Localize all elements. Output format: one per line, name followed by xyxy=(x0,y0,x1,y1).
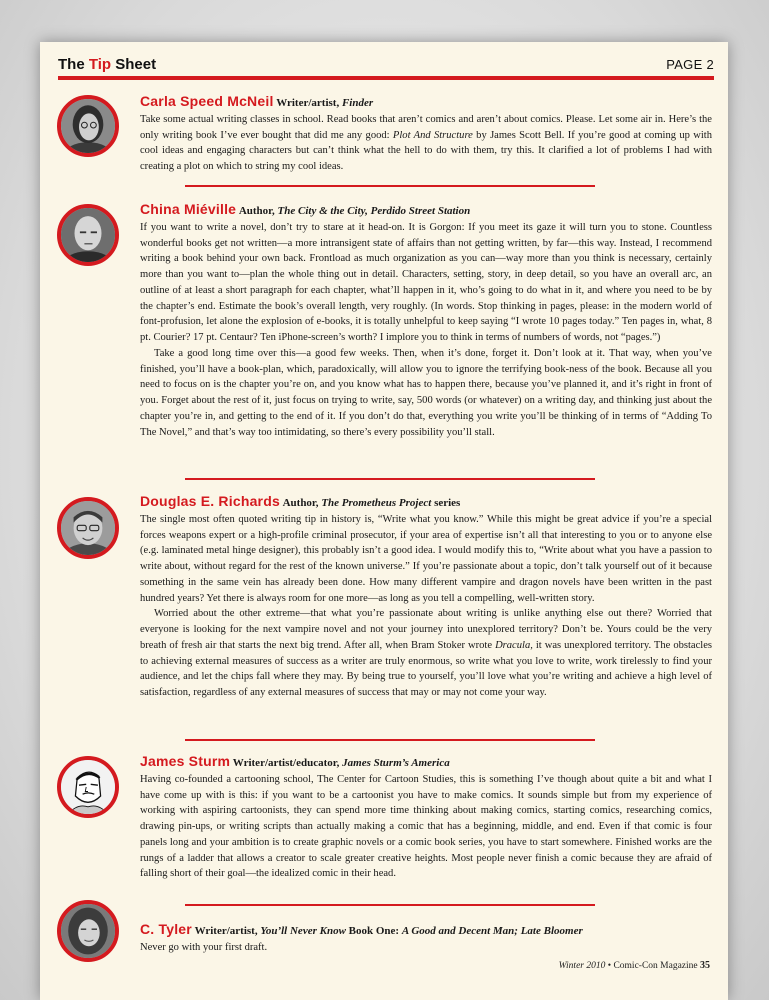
paragraph: China Miéville Author, The City & the City, Perdido Street Station If you want to write a novel, don’t try to stare at it head-on. It is Gorgon: If you meet its gaze it will turn you to stone. Countless wonderful books get not written—a more intransigent state of affairs than not getting written, by far—this way. Instead, I recommend writing a book behind your own back. Frontload as much organization as you can—way more than you think is necessary, certainly more than you want to—plan the whole thing out in detail. Characters, setting, story, in deep detail, so you have an overall arc, an outline of at least a short paragraph for each chapter, what’ll happen in it, who’s going to do what in it, and where you need to be by the chapter’s end. Estimate the book’s overall length, very roughly. (In words. Stop thinking in pages, please: in the modern world of font-profusion, let alone the explosion of e-books, it is totally unhelpful to keep saying “I wrote 10 pages today.” Ten pages in, what, 8 pt. Courier? 17 pt. Centaur? Ten iPhone-screen’s worth? I implore you to think in terms of numbers of words, not “pages.”) xyxy=(140,201,712,343)
avatar-portrait xyxy=(57,95,119,157)
page-number: 35 xyxy=(700,960,710,971)
contributor-role: Writer/artist, Finder xyxy=(276,97,374,109)
contributor-name: Carla Speed McNeil xyxy=(140,93,274,109)
contributor-role: Author, The City & the City, Perdido Street Station xyxy=(238,205,471,217)
footer-magazine: Comic-Con Magazine xyxy=(613,961,700,971)
paragraph: Douglas E. Richards Author, The Prometheus Project series The single most often quoted writing tip in history is, “Write what you know.” While this might be great advice if you’re a special forces weapons expert or a high-profile criminal prosecutor, if your area of expertise isn’t all that interesting to you or to anyone else (e.g. laminated metal hinge designer), this probably isn’t a good idea. I would modify this to, “Write about what you have a passion to write about, without regard for the rest of the known universe.” If you’re passionate about a topic, don’t talk yourself out of it because something in the same vein has already been done. How many different vampire and dragon novels have been written in the past hundred years? Yet there is always room for one more—as long as you tell a compelling, well-written story. xyxy=(140,493,712,604)
avatar-portrait xyxy=(57,900,119,962)
section-divider xyxy=(185,739,595,741)
title-sheet: Sheet xyxy=(111,56,157,73)
page-label: PAGE 2 xyxy=(666,57,714,72)
entry-body xyxy=(140,922,712,956)
contributor-role: Writer/artist/educator, James Sturm’s America xyxy=(232,757,450,769)
avatar-portrait xyxy=(57,497,119,559)
entry-body xyxy=(140,494,712,701)
page-footer: Winter 2010 • Comic-Con Magazine 35 xyxy=(558,960,710,971)
section-divider xyxy=(185,904,595,906)
entry-body xyxy=(140,202,712,440)
contributor-name: C. Tyler xyxy=(140,921,192,937)
paragraph: Take a good long time over this—a good few weeks. Then, when it’s done, forget it. Don’t look at it. That way, when you’ve finished, you’ll have a book-plan, which, paradoxically, will allow you to ignore the terrifying book-ness of the book. Because all you need to focus on is the chapter you’re on, and you know what has to happen there, because you’ve planned it, and it’s right in front of you. Forget about the rest of it, just focus on trying to write, say, 500 words (or whatever) on a writing day, and thinking just about the chapter you’re in, and getting to the end of it. If you don’t do that, everything you write you’ll be thinking of in terms of “Adding To The Novel,” and that’s way too intimidating, so there’s every possibility you’ll stall. xyxy=(140,347,712,438)
contributor-role: Writer/artist, You’ll Never Know Book One: A Good and Decent Man; Late Bloomer xyxy=(194,925,583,937)
paragraph: James Sturm Writer/artist/educator, James Sturm’s America Having co-founded a cartooning school, The Center for Cartoon Studies, this is something I’ve though about quite a bit and what I have come up with is this: if you want to be a cartoonist you have to make comics. It sounds simple but from my experience of working with aspiring cartoonists, they can spend more time thinking about making comics, starting comics, researching comics, drawing pin-ups, or writing scripts than actually making a comic that has a beginning, middle, and end. Even if that comic is four panels long and your ambition is to create graphic novels or a comic book series, you have to start somewhere. Finished works are the rungs of a ladder that allows a creator to scale greater creative heights. Most people never finish a comic because they are afraid of falling short of their goal—the idealized comic in their head. xyxy=(140,753,712,880)
entry-body xyxy=(140,754,712,882)
section-divider xyxy=(185,478,595,480)
section-divider xyxy=(185,185,595,187)
avatar-portrait xyxy=(57,756,119,818)
paragraph: C. Tyler Writer/artist, You’ll Never Know Book One: A Good and Decent Man; Late Bloomer Never go with your first draft. xyxy=(140,921,583,953)
contributor-name: China Miéville xyxy=(140,201,237,217)
header-rule xyxy=(58,76,714,80)
footer-issue: Winter 2010 xyxy=(558,961,606,971)
title-the: The xyxy=(58,56,89,73)
avatar-portrait xyxy=(57,204,119,266)
paragraph: Carla Speed McNeil Writer/artist, Finder Take some actual writing classes in school. Read books that aren’t comics and aren’t about comics. Please. Let some air in. Here’s the only writing book I’ve ever bought that did me any good: Plot And Structure by James Scott Bell. If you’re good at coming up with cool ideas and engaging characters but can’t think what the hell to do with them, try this. It clarified a lot of problems I had with creating a plot on which to string my cool ideas. xyxy=(140,93,712,172)
paragraph: Worried about the other extreme—that what you’re passionate about writing is unlike anything else out there? Worried that everyone is looking for the next vampire novel and not your journey into unexplored territory? Don’t be. Yours could be the very breath of fresh air that starts the next big trend. After all, when Bram Stoker wrote Dracula, it was unexplored territory. The obstacles to achieving external measures of success as a writer are truly enormous, so write what you love to write, work tirelessly to find your audience, and let the chips fall where they may. By being true to yourself, you’ll love what you’re writing and achieve a high level of satisfaction, regardless of any external measures of success that may or may not come your way. xyxy=(140,608,712,698)
contributor-role: Author, The Prometheus Project series xyxy=(282,497,461,509)
contributor-name: James Sturm xyxy=(140,753,231,769)
page xyxy=(40,42,728,1000)
contributor-name: Douglas E. Richards xyxy=(140,493,280,509)
title-tip: Tip xyxy=(88,56,112,73)
page-title xyxy=(58,56,156,73)
entry-body xyxy=(140,94,712,175)
page-header xyxy=(58,56,714,74)
